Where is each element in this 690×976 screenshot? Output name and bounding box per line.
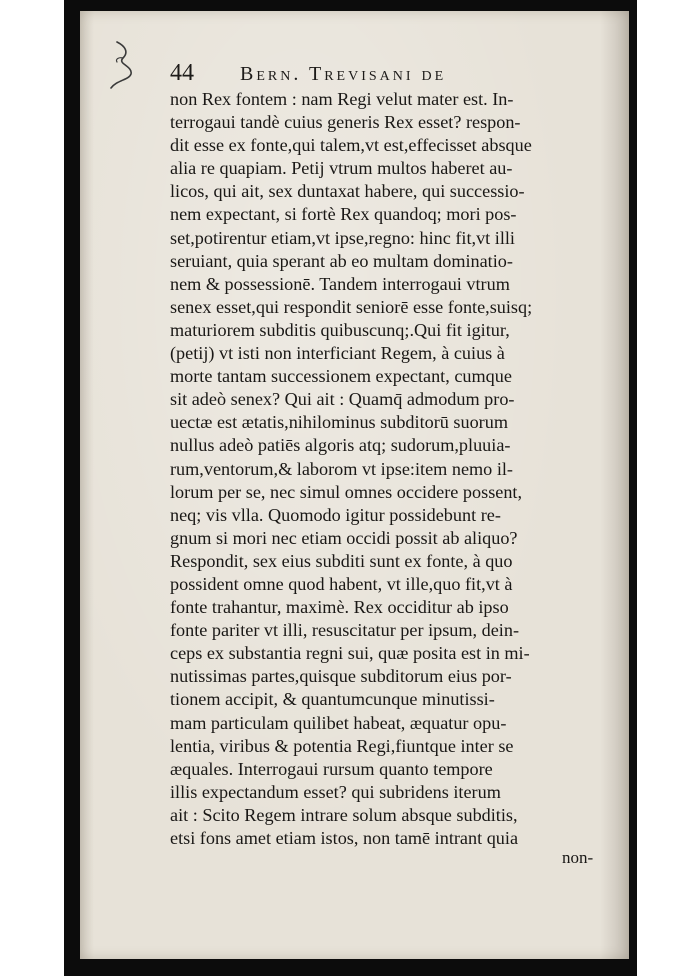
text-line: fonte pariter vt illi, resuscitatur per ipsum, dein- [170, 620, 519, 641]
text-line: (petij) vt isti non interficiant Regem, à cuius à [170, 343, 505, 364]
text-line: illis expectandum esset? qui subridens iterum [170, 781, 501, 802]
text-line: lentia, viribus & potentia Regi,fiuntque inter se [170, 735, 514, 756]
text-line: tionem accipit, & quantumcunque minutissi- [170, 689, 495, 710]
text-line: sit adeò senex? Qui ait : Quamq̄ admodum pro- [170, 389, 515, 410]
text-line: nem expectant, si fortè Rex quandoq; mori pos- [170, 204, 517, 225]
catchword: non- [562, 848, 594, 867]
text-line: rum,ventorum,& laborom vt ipse:item nemo il- [170, 458, 513, 479]
text-line: nullus adeò patiēs algoris atq; sudorum,pluuia- [170, 435, 511, 456]
text-line: morte tantam successionem expectant, cumque [170, 366, 512, 387]
page-header [170, 60, 530, 86]
pencil-mark-icon [103, 40, 139, 92]
text-line: licos, qui ait, sex duntaxat habere, qui successio- [170, 181, 525, 202]
text-line: non Rex fontem : nam Regi velut mater est. In- [170, 89, 514, 109]
text-line: seruiant, quia sperant ab eo multam dominatio- [170, 250, 513, 271]
text-line: maturiorem subditis quibuscunq;.Qui fit igitur, [170, 319, 510, 340]
text-line: lorum per se, nec simul omnes occidere possent, [170, 481, 523, 502]
text-line: senex esset,qui respondit seniorē esse fonte,suisq; [170, 296, 533, 317]
text-line: fonte trahantur, maximè. Rex occiditur ab ipso [170, 597, 509, 618]
scanner-backdrop-bottom [64, 958, 637, 976]
text-line: set,potirentur etiam,vt ipse,regno: hinc fit,vt illi [170, 227, 515, 248]
text-line: æquales. Interrogaui rursum quanto tempore [170, 758, 493, 779]
text-line: etsi fons amet etiam istos, non tamē intrant quia [170, 828, 519, 848]
page-number: 44 [170, 60, 194, 86]
text-line: possident omne quod habent, vt ille,quo fit,vt à [170, 573, 513, 594]
text-line: Respondit, sex eius subditi sunt ex fonte, à quo [170, 550, 513, 571]
running-head: Bern. Trevisani de [240, 63, 447, 85]
text-line: terrogaui tandè cuius generis Rex esset? respon- [170, 112, 521, 133]
body-text [170, 88, 610, 850]
text-line: gnum si mori nec etiam occidi possit ab aliquo? [170, 527, 518, 548]
text-line: ceps ex substantia regni sui, quæ posita est in mi- [170, 643, 530, 664]
text-line: mam particulam quilibet habeat, æquatur opu- [170, 712, 507, 733]
text-line: ait : Scito Regem intrare solum absque subditis, [170, 804, 518, 825]
text-line: nem & possessionē. Tandem interrogaui vtrum [170, 273, 510, 294]
text-line: neq; vis vlla. Quomodo igitur possidebunt re- [170, 504, 501, 525]
text-line: nutissimas partes,quisque subditorum eius por- [170, 666, 512, 687]
text-line: alia re quapiam. Petij vtrum multos haberet au- [170, 158, 513, 179]
text-line: dit esse ex fonte,qui talem,vt est,effecisset absque [170, 135, 532, 156]
text-line: uectæ est ætatis,nihilominus subditorū suorum [170, 412, 508, 433]
